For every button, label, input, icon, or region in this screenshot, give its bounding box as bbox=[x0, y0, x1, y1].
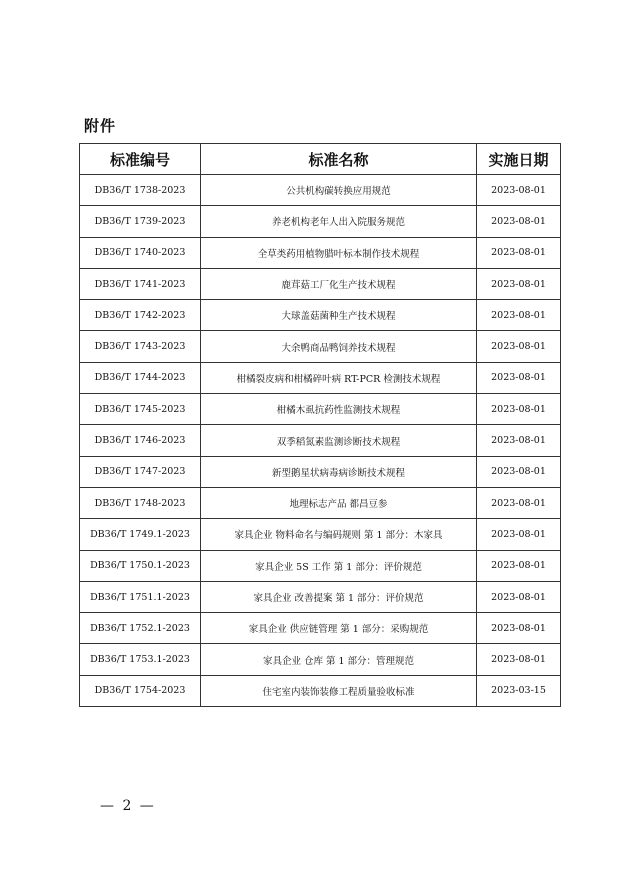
attachment-label: 附件 bbox=[84, 117, 117, 135]
standard-name-cell: 家具企业 改善提案 第 1 部分：评价规范 bbox=[201, 581, 477, 612]
implementation-date-cell: 2023-08-01 bbox=[477, 237, 561, 268]
standard-name-cell: 鹿茸菇工厂化生产技术规程 bbox=[201, 268, 477, 299]
standard-name-cell: 双季稻氮素监测诊断技术规程 bbox=[201, 425, 477, 456]
table-header bbox=[80, 144, 561, 175]
table-row bbox=[80, 237, 561, 268]
standard-name-cell: 住宅室内装饰装修工程质量验收标准 bbox=[201, 675, 477, 706]
standard-code-cell: DB36/T 1751.1-2023 bbox=[80, 581, 201, 612]
standard-code-cell: DB36/T 1754-2023 bbox=[80, 675, 201, 706]
implementation-date-cell: 2023-08-01 bbox=[477, 581, 561, 612]
standard-code-cell: DB36/T 1750.1-2023 bbox=[80, 550, 201, 581]
standard-code-cell: DB36/T 1740-2023 bbox=[80, 237, 201, 268]
implementation-date-cell: 2023-08-01 bbox=[477, 425, 561, 456]
implementation-date-cell: 2023-08-01 bbox=[477, 268, 561, 299]
table-body bbox=[80, 175, 561, 707]
standard-code-cell: DB36/T 1744-2023 bbox=[80, 362, 201, 393]
standard-name-cell: 大球盖菇菌种生产技术规程 bbox=[201, 300, 477, 331]
implementation-date-cell: 2023-08-01 bbox=[477, 206, 561, 237]
standard-name-cell: 公共机构碳转换应用规范 bbox=[201, 175, 477, 206]
standard-code-cell: DB36/T 1752.1-2023 bbox=[80, 613, 201, 644]
standard-name-cell: 柑橘木虱抗药性监测技术规程 bbox=[201, 394, 477, 425]
implementation-date-cell: 2023-08-01 bbox=[477, 456, 561, 487]
implementation-date-cell: 2023-08-01 bbox=[477, 519, 561, 550]
table-row bbox=[80, 487, 561, 518]
standard-name-cell: 家具企业 供应链管理 第 1 部分：采购规范 bbox=[201, 613, 477, 644]
standard-code-cell: DB36/T 1743-2023 bbox=[80, 331, 201, 362]
implementation-date-cell: 2023-08-01 bbox=[477, 331, 561, 362]
implementation-date-cell: 2023-08-01 bbox=[477, 487, 561, 518]
standard-name-cell: 地理标志产品 都昌豆参 bbox=[201, 487, 477, 518]
table-row bbox=[80, 268, 561, 299]
header-standard-code: 标准编号 bbox=[80, 144, 201, 175]
table-row bbox=[80, 206, 561, 237]
standard-code-cell: DB36/T 1739-2023 bbox=[80, 206, 201, 237]
standard-name-cell: 柑橘裂皮病和柑橘碎叶病 RT-PCR 检测技术规程 bbox=[201, 362, 477, 393]
table-row bbox=[80, 175, 561, 206]
table-row bbox=[80, 581, 561, 612]
header-standard-name: 标准名称 bbox=[201, 144, 477, 175]
implementation-date-cell: 2023-08-01 bbox=[477, 300, 561, 331]
page-number: — 2 — bbox=[100, 798, 156, 814]
table-row bbox=[80, 456, 561, 487]
standard-code-cell: DB36/T 1753.1-2023 bbox=[80, 644, 201, 675]
table-row bbox=[80, 362, 561, 393]
implementation-date-cell: 2023-08-01 bbox=[477, 175, 561, 206]
header-implementation-date: 实施日期 bbox=[477, 144, 561, 175]
standard-code-cell: DB36/T 1749.1-2023 bbox=[80, 519, 201, 550]
standard-code-cell: DB36/T 1738-2023 bbox=[80, 175, 201, 206]
standard-name-cell: 新型鹅星状病毒病诊断技术规程 bbox=[201, 456, 477, 487]
standard-code-cell: DB36/T 1745-2023 bbox=[80, 394, 201, 425]
standard-code-cell: DB36/T 1741-2023 bbox=[80, 268, 201, 299]
table-row bbox=[80, 644, 561, 675]
standard-code-cell: DB36/T 1748-2023 bbox=[80, 487, 201, 518]
implementation-date-cell: 2023-08-01 bbox=[477, 613, 561, 644]
implementation-date-cell: 2023-03-15 bbox=[477, 675, 561, 706]
standard-code-cell: DB36/T 1747-2023 bbox=[80, 456, 201, 487]
table-row bbox=[80, 425, 561, 456]
table-row bbox=[80, 675, 561, 706]
standard-name-cell: 家具企业 5S 工作 第 1 部分：评价规范 bbox=[201, 550, 477, 581]
table-row bbox=[80, 394, 561, 425]
standard-name-cell: 家具企业 物料命名与编码规则 第 1 部分：木家具 bbox=[201, 519, 477, 550]
standard-name-cell: 养老机构老年人出入院服务规范 bbox=[201, 206, 477, 237]
table-row bbox=[80, 300, 561, 331]
table-row bbox=[80, 331, 561, 362]
implementation-date-cell: 2023-08-01 bbox=[477, 550, 561, 581]
implementation-date-cell: 2023-08-01 bbox=[477, 362, 561, 393]
table-row bbox=[80, 519, 561, 550]
standards-table bbox=[79, 143, 561, 707]
header-row bbox=[80, 144, 561, 175]
implementation-date-cell: 2023-08-01 bbox=[477, 394, 561, 425]
standard-code-cell: DB36/T 1746-2023 bbox=[80, 425, 201, 456]
standard-name-cell: 家具企业 仓库 第 1 部分：管理规范 bbox=[201, 644, 477, 675]
table-row bbox=[80, 613, 561, 644]
standard-name-cell: 全草类药用植物腊叶标本制作技术规程 bbox=[201, 237, 477, 268]
standard-code-cell: DB36/T 1742-2023 bbox=[80, 300, 201, 331]
table-row bbox=[80, 550, 561, 581]
implementation-date-cell: 2023-08-01 bbox=[477, 644, 561, 675]
standard-name-cell: 大余鸭商品鸭饲养技术规程 bbox=[201, 331, 477, 362]
